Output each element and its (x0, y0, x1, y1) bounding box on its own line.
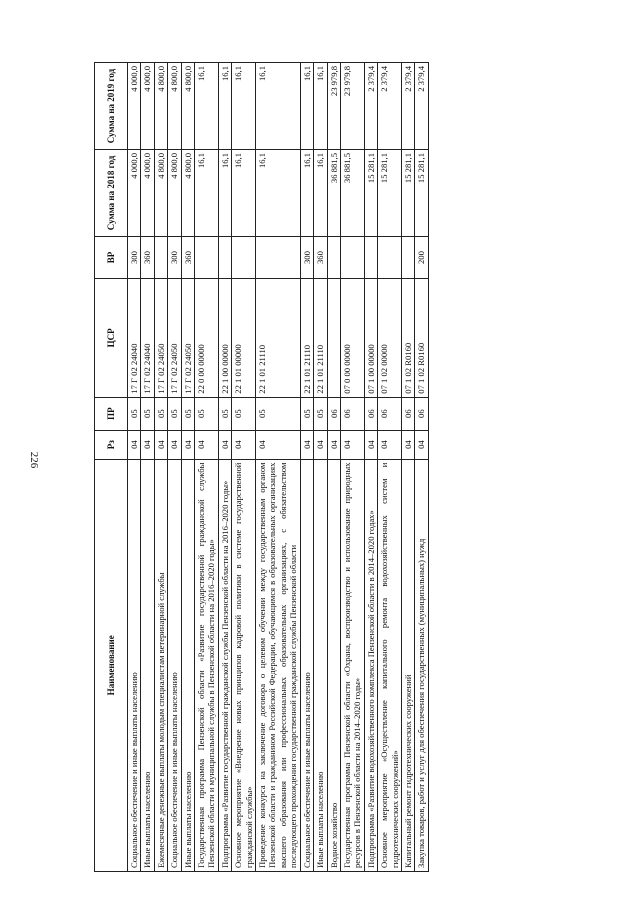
row-vr: 200 (415, 236, 428, 278)
row-name: Закупка товаров, работ и услуг для обеспечения государственных (муниципальных) нужд (415, 459, 428, 871)
table-row (218, 63, 231, 872)
row-csr: 22 1 01 00000 (232, 279, 256, 398)
table-row (314, 63, 327, 872)
table-row (327, 63, 340, 872)
table-row (141, 63, 154, 872)
row-pr: 05 (181, 397, 194, 430)
row-name: Водное хозяйство (327, 459, 340, 871)
row-pr: 05 (300, 397, 313, 430)
table-row (378, 63, 402, 872)
row-pr: 05 (314, 397, 327, 430)
row-pr: 06 (378, 397, 402, 430)
row-vr (195, 236, 219, 278)
row-sum-2019: 16,1 (232, 63, 256, 150)
row-csr: 07 0 00 00000 (340, 279, 364, 398)
row-rz: 04 (327, 430, 340, 459)
row-vr (340, 236, 364, 278)
header-name: Наименование (95, 459, 128, 871)
row-sum-2018: 15 281,1 (364, 150, 377, 237)
row-vr: 360 (181, 236, 194, 278)
header-pr: ПР (95, 397, 128, 430)
header-sum-2018: Сумма на 2018 год (95, 150, 128, 237)
row-name: Подпрограмма «Развитие водохозяйственного комплекса Пензенской области в 2014–2020 годах» (364, 459, 377, 871)
row-name: Проведение конкурса на заключение договора о целевом обучении между государственным органом Пензенской области и гражданином Российской Федерации, обучающимся в образовательных организациях высшего образования или профессиональных образовательных организациях, с обязательством последующего прохождения государственной гражданской службы Пензенской области (256, 459, 301, 871)
row-sum-2019: 2 379,4 (364, 63, 377, 150)
row-sum-2019: 16,1 (195, 63, 219, 150)
row-rz: 04 (232, 430, 256, 459)
row-vr (378, 236, 402, 278)
row-name: Иные выплаты населению (181, 459, 194, 871)
row-name: Основное мероприятие «Внедрение новых принципов кадровой политики в системе государственной гражданской службы» (232, 459, 256, 871)
row-sum-2018: 16,1 (195, 150, 219, 237)
table-row (340, 63, 364, 872)
row-name: Иные выплаты населению (314, 459, 327, 871)
row-vr: 360 (141, 236, 154, 278)
row-vr (256, 236, 301, 278)
row-rz: 04 (415, 430, 428, 459)
table-row (256, 63, 301, 872)
row-sum-2018: 16,1 (314, 150, 327, 237)
row-sum-2019: 23 979,8 (340, 63, 364, 150)
row-sum-2019: 16,1 (218, 63, 231, 150)
row-rz: 04 (181, 430, 194, 459)
row-pr: 06 (415, 397, 428, 430)
row-sum-2018: 15 281,1 (401, 150, 414, 237)
row-rz: 04 (195, 430, 219, 459)
row-name: Иные выплаты населению (141, 459, 154, 871)
row-sum-2018: 16,1 (218, 150, 231, 237)
row-vr: 360 (314, 236, 327, 278)
row-sum-2019: 16,1 (300, 63, 313, 150)
table-row (128, 63, 141, 872)
row-sum-2018: 36 881,5 (327, 150, 340, 237)
row-vr: 300 (300, 236, 313, 278)
row-csr: 22 1 01 21110 (300, 279, 313, 398)
row-csr: 07 1 02 00000 (378, 279, 402, 398)
row-csr: 17 Г 02 24050 (168, 279, 181, 398)
row-sum-2019: 2 379,4 (415, 63, 428, 150)
table-row (168, 63, 181, 872)
row-pr: 05 (141, 397, 154, 430)
row-rz: 04 (141, 430, 154, 459)
row-sum-2019: 4 000,0 (141, 63, 154, 150)
row-vr: 300 (128, 236, 141, 278)
row-vr (327, 236, 340, 278)
row-sum-2019: 4 800,0 (181, 63, 194, 150)
row-csr (327, 279, 340, 398)
row-name: Основное мероприятие «Осуществление капитального ремонта водохозяйственных систем и гидротехнических сооружений» (378, 459, 402, 871)
row-sum-2018: 15 281,1 (415, 150, 428, 237)
row-pr: 05 (218, 397, 231, 430)
row-rz: 04 (168, 430, 181, 459)
row-sum-2019: 2 379,4 (401, 63, 414, 150)
budget-table-wrapper (94, 62, 590, 872)
row-sum-2018: 36 881,5 (340, 150, 364, 237)
row-vr: 300 (168, 236, 181, 278)
row-pr: 06 (401, 397, 414, 430)
row-rz: 04 (300, 430, 313, 459)
row-vr (364, 236, 377, 278)
row-csr: 07 1 02 R0160 (415, 279, 428, 398)
row-rz: 04 (256, 430, 301, 459)
row-csr: 22 1 01 21110 (314, 279, 327, 398)
row-sum-2019: 4 800,0 (168, 63, 181, 150)
row-sum-2019: 23 979,8 (327, 63, 340, 150)
table-row (401, 63, 414, 872)
row-pr: 05 (168, 397, 181, 430)
row-csr: 07 1 00 00000 (364, 279, 377, 398)
row-sum-2018: 4 000,0 (141, 150, 154, 237)
row-sum-2018: 4 000,0 (128, 150, 141, 237)
table-row (154, 63, 167, 872)
row-name: Социальное обеспечение и иные выплаты населению (300, 459, 313, 871)
table-row (195, 63, 219, 872)
row-name: Государственная программа Пензенской области «Развитие государственной гражданской службы Пензенской области и муниципальной службы в Пензенской области на 2016–2020 годы» (195, 459, 219, 871)
row-sum-2018: 15 281,1 (378, 150, 402, 237)
row-name: Подпрограмма «Развитие государственной гражданской службы Пензенской области на 2016–2020 годы» (218, 459, 231, 871)
row-rz: 04 (128, 430, 141, 459)
row-csr: 17 Г 02 24050 (181, 279, 194, 398)
row-sum-2018: 4 800,0 (154, 150, 167, 237)
header-rz: Рз (95, 430, 128, 459)
row-sum-2018: 16,1 (232, 150, 256, 237)
row-rz: 04 (378, 430, 402, 459)
header-vr: ВР (95, 236, 128, 278)
budget-table (94, 62, 429, 872)
row-sum-2018: 16,1 (300, 150, 313, 237)
row-rz: 04 (340, 430, 364, 459)
row-rz: 04 (314, 430, 327, 459)
row-sum-2019: 4 000,0 (128, 63, 141, 150)
row-csr: 17 Г 02 24050 (154, 279, 167, 398)
row-csr: 17 Г 02 24040 (128, 279, 141, 398)
row-pr: 05 (154, 397, 167, 430)
row-name: Ежемесячные денежные выплаты молодым специалистам ветеринарной службы (154, 459, 167, 871)
row-csr: 17 Г 02 24040 (141, 279, 154, 398)
row-vr (401, 236, 414, 278)
row-vr (154, 236, 167, 278)
page-number: 226 (28, 451, 40, 469)
row-vr (218, 236, 231, 278)
table-row (364, 63, 377, 872)
row-name: Социальное обеспечение и иные выплаты населению (128, 459, 141, 871)
table-row (300, 63, 313, 872)
row-sum-2018: 16,1 (256, 150, 301, 237)
row-csr: 22 1 00 00000 (218, 279, 231, 398)
row-pr: 05 (256, 397, 301, 430)
row-name: Государственная программа Пензенской области «Охрана, воспроизводство и использование природных ресурсов в Пензенской области на 2014–2020 годы» (340, 459, 364, 871)
row-pr: 05 (232, 397, 256, 430)
table-row (415, 63, 428, 872)
row-pr: 05 (128, 397, 141, 430)
row-vr (232, 236, 256, 278)
row-sum-2019: 16,1 (314, 63, 327, 150)
row-sum-2019: 2 379,4 (378, 63, 402, 150)
row-sum-2019: 4 800,0 (154, 63, 167, 150)
row-sum-2019: 16,1 (256, 63, 301, 150)
row-csr: 22 0 00 00000 (195, 279, 219, 398)
row-name: Социальное обеспечение и иные выплаты населению (168, 459, 181, 871)
header-sum-2019: Сумма на 2019 год (95, 63, 128, 150)
row-pr: 06 (340, 397, 364, 430)
row-rz: 04 (401, 430, 414, 459)
row-pr: 06 (364, 397, 377, 430)
row-pr: 05 (195, 397, 219, 430)
row-pr: 06 (327, 397, 340, 430)
table-row (181, 63, 194, 872)
row-name: Капитальный ремонт гидротехнических сооружений (401, 459, 414, 871)
row-sum-2018: 4 800,0 (168, 150, 181, 237)
row-sum-2018: 4 800,0 (181, 150, 194, 237)
table-row (232, 63, 256, 872)
row-csr: 22 1 01 21110 (256, 279, 301, 398)
row-rz: 04 (218, 430, 231, 459)
row-csr: 07 1 02 R0160 (401, 279, 414, 398)
table-header-row (95, 63, 128, 872)
header-csr: ЦСР (95, 279, 128, 398)
row-rz: 04 (364, 430, 377, 459)
row-rz: 04 (154, 430, 167, 459)
